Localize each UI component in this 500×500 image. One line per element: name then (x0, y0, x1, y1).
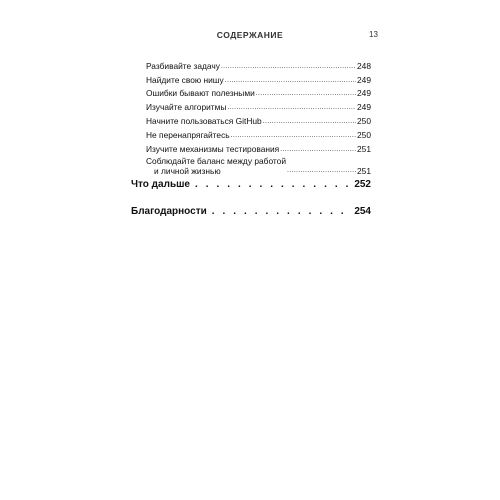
toc-entry-title: Разбивайте задачу (146, 60, 220, 71)
toc-chapter-entry (131, 179, 371, 191)
dot-leader (212, 206, 351, 218)
toc-entry-title: Ошибки бывают полезными (146, 88, 255, 99)
dot-leader (263, 116, 356, 127)
toc-entry-title: Изучите механизмы тестирования (146, 143, 280, 154)
toc-entry (146, 72, 371, 86)
dot-leader (287, 166, 356, 176)
toc-entry-page: 249 (357, 74, 371, 85)
toc-entry (146, 99, 371, 113)
toc-entry-page: 250 (357, 115, 371, 126)
page-number: 13 (369, 30, 378, 39)
running-header (0, 30, 500, 42)
toc-entry-title (146, 156, 287, 176)
toc-entry-page: 248 (357, 60, 371, 71)
toc-subsection-list (146, 58, 371, 176)
toc-entry (146, 86, 371, 100)
toc-entry-title: Найдите свою нишу (146, 74, 224, 85)
toc-chapter-entry (131, 206, 371, 218)
toc-entry-title: Начните пользоваться GitHub (146, 115, 262, 126)
toc-entry-page: 250 (357, 129, 371, 140)
toc-entry (146, 113, 371, 127)
toc-chapter-title: Благодарности (131, 206, 207, 217)
running-header-title: СОДЕРЖАНИЕ (216, 30, 284, 40)
dot-leader (221, 61, 356, 72)
toc-entry-page: 251 (357, 165, 371, 176)
dot-leader (227, 102, 356, 113)
toc-entry-title: Изучайте алгоритмы (146, 102, 227, 113)
dot-leader (225, 75, 356, 86)
toc-entry-page: 249 (357, 88, 371, 99)
dot-leader (280, 144, 356, 155)
toc-entry-title-line2: и личной жизнью (154, 165, 221, 176)
toc-chapter-page: 254 (354, 206, 371, 217)
toc-entry-title: Не перенапрягайтесь (146, 129, 230, 140)
dot-leader (195, 179, 350, 191)
dot-leader (256, 88, 356, 99)
toc-entry-page: 249 (357, 102, 371, 113)
toc-entry (146, 141, 371, 155)
dot-leader (231, 130, 356, 141)
toc-entry-page: 251 (357, 143, 371, 154)
toc-chapter-title: Что дальше (131, 179, 190, 190)
toc-chapter-page: 252 (354, 179, 371, 190)
toc-entry (146, 127, 371, 141)
toc-entry-title-line1: Соблюдайте баланс между работой (146, 155, 286, 166)
toc-entry-multiline (146, 156, 371, 176)
toc-entry (146, 58, 371, 72)
